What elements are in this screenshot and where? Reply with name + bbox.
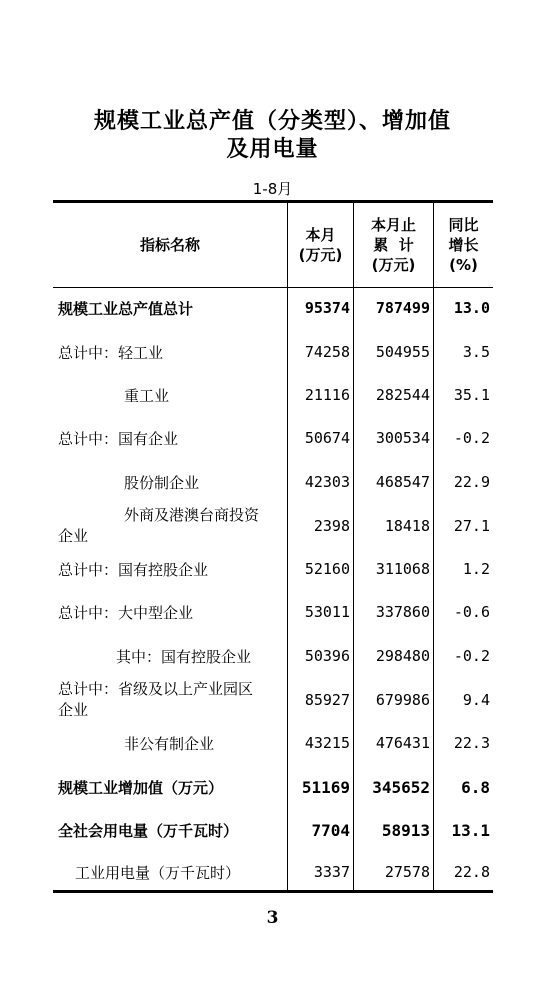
row-label: 总计中：轻工业: [58, 343, 164, 362]
row-label: 总计中：省级及以上产业园区 企业: [58, 680, 254, 719]
header-indicator-name: 指标名称: [139, 236, 200, 254]
cell-growth: 22.3: [453, 734, 490, 752]
cell-month: 42303: [304, 473, 350, 491]
cell-cumulative: 476431: [375, 734, 430, 752]
row-label: 股份制企业: [124, 473, 200, 492]
table-row: [53, 549, 493, 589]
row-label: 总计中：大中型企业: [58, 603, 194, 622]
period-label: 1-8月: [252, 180, 293, 198]
table-row: [53, 592, 493, 632]
row-label: 非公有制企业: [124, 734, 215, 753]
table-row: [53, 677, 493, 723]
cell-growth: 13.1: [451, 820, 490, 840]
cell-growth: 22.8: [453, 863, 490, 881]
cell-month: 53011: [304, 603, 350, 621]
cell-cumulative: 787499: [375, 299, 430, 317]
table-row: [53, 636, 493, 676]
cell-cumulative: 58913: [381, 820, 430, 840]
row-label: 规模工业增加值（万元）: [58, 778, 224, 797]
cell-month: 52160: [304, 560, 350, 578]
row-label: 重工业: [124, 386, 170, 405]
cell-month: 43215: [304, 734, 350, 752]
row-label: 规模工业总产值总计: [58, 299, 194, 318]
cell-growth: 9.4: [462, 691, 490, 709]
table-row: [53, 375, 493, 415]
table-row: [53, 332, 493, 372]
row-label: 工业用电量（万千瓦时）: [75, 863, 241, 882]
cell-month: 95374: [304, 299, 350, 317]
cell-growth: 27.1: [453, 517, 490, 535]
cell-cumulative: 298480: [375, 647, 430, 665]
table-row: [53, 462, 493, 502]
cell-cumulative: 468547: [375, 473, 430, 491]
cell-cumulative: 504955: [375, 343, 430, 361]
table-row: [53, 767, 493, 807]
page-number: 3: [266, 908, 279, 928]
cell-cumulative: 679986: [375, 691, 430, 709]
header-this-month: 本月 (万元): [298, 226, 343, 264]
cell-cumulative: 282544: [375, 386, 430, 404]
cell-cumulative: 18418: [384, 517, 430, 535]
cell-growth: 22.9: [453, 473, 490, 491]
cell-month: 7704: [311, 820, 350, 840]
header-cumulative: 本月止 累 计 (万元): [370, 216, 416, 274]
cell-month: 51169: [301, 777, 350, 797]
cell-growth: -0.6: [453, 603, 490, 621]
table-row: [53, 503, 493, 549]
cell-month: 21116: [304, 386, 350, 404]
table-row: [53, 810, 493, 850]
cell-growth: 1.2: [462, 560, 490, 578]
table-row: [53, 852, 493, 892]
cell-month: 50674: [304, 429, 350, 447]
table-title-line-2: 及用电量: [226, 137, 319, 162]
row-label: 外商及港澳台商投资 企业: [58, 506, 260, 545]
row-label: 其中：国有控股企业: [116, 647, 252, 666]
cell-month: 3337: [313, 863, 350, 881]
cell-cumulative: 345652: [372, 777, 430, 797]
cell-month: 50396: [304, 647, 350, 665]
row-label: 全社会用电量（万千瓦时）: [58, 821, 239, 840]
row-label: 总计中：国有控股企业: [58, 560, 209, 579]
cell-growth: -0.2: [453, 429, 490, 447]
header-growth: 同比 增长 (%): [448, 216, 479, 274]
table-title-line-1: 规模工业总产值（分类型）、增加值: [93, 109, 451, 134]
row-label: 总计中：国有企业: [58, 429, 179, 448]
cell-cumulative: 300534: [375, 429, 430, 447]
cell-growth: 6.8: [461, 777, 490, 797]
cell-growth: 3.5: [462, 343, 490, 361]
cell-cumulative: 311068: [375, 560, 430, 578]
cell-month: 74258: [304, 343, 350, 361]
cell-cumulative: 27578: [384, 863, 430, 881]
table-row: [53, 723, 493, 763]
table-row: [53, 288, 493, 328]
cell-growth: -0.2: [453, 647, 490, 665]
cell-month: 2398: [313, 517, 350, 535]
cell-growth: 13.0: [453, 299, 490, 317]
table-row: [53, 418, 493, 458]
cell-cumulative: 337860: [375, 603, 430, 621]
cell-growth: 35.1: [453, 386, 490, 404]
cell-month: 85927: [304, 691, 350, 709]
